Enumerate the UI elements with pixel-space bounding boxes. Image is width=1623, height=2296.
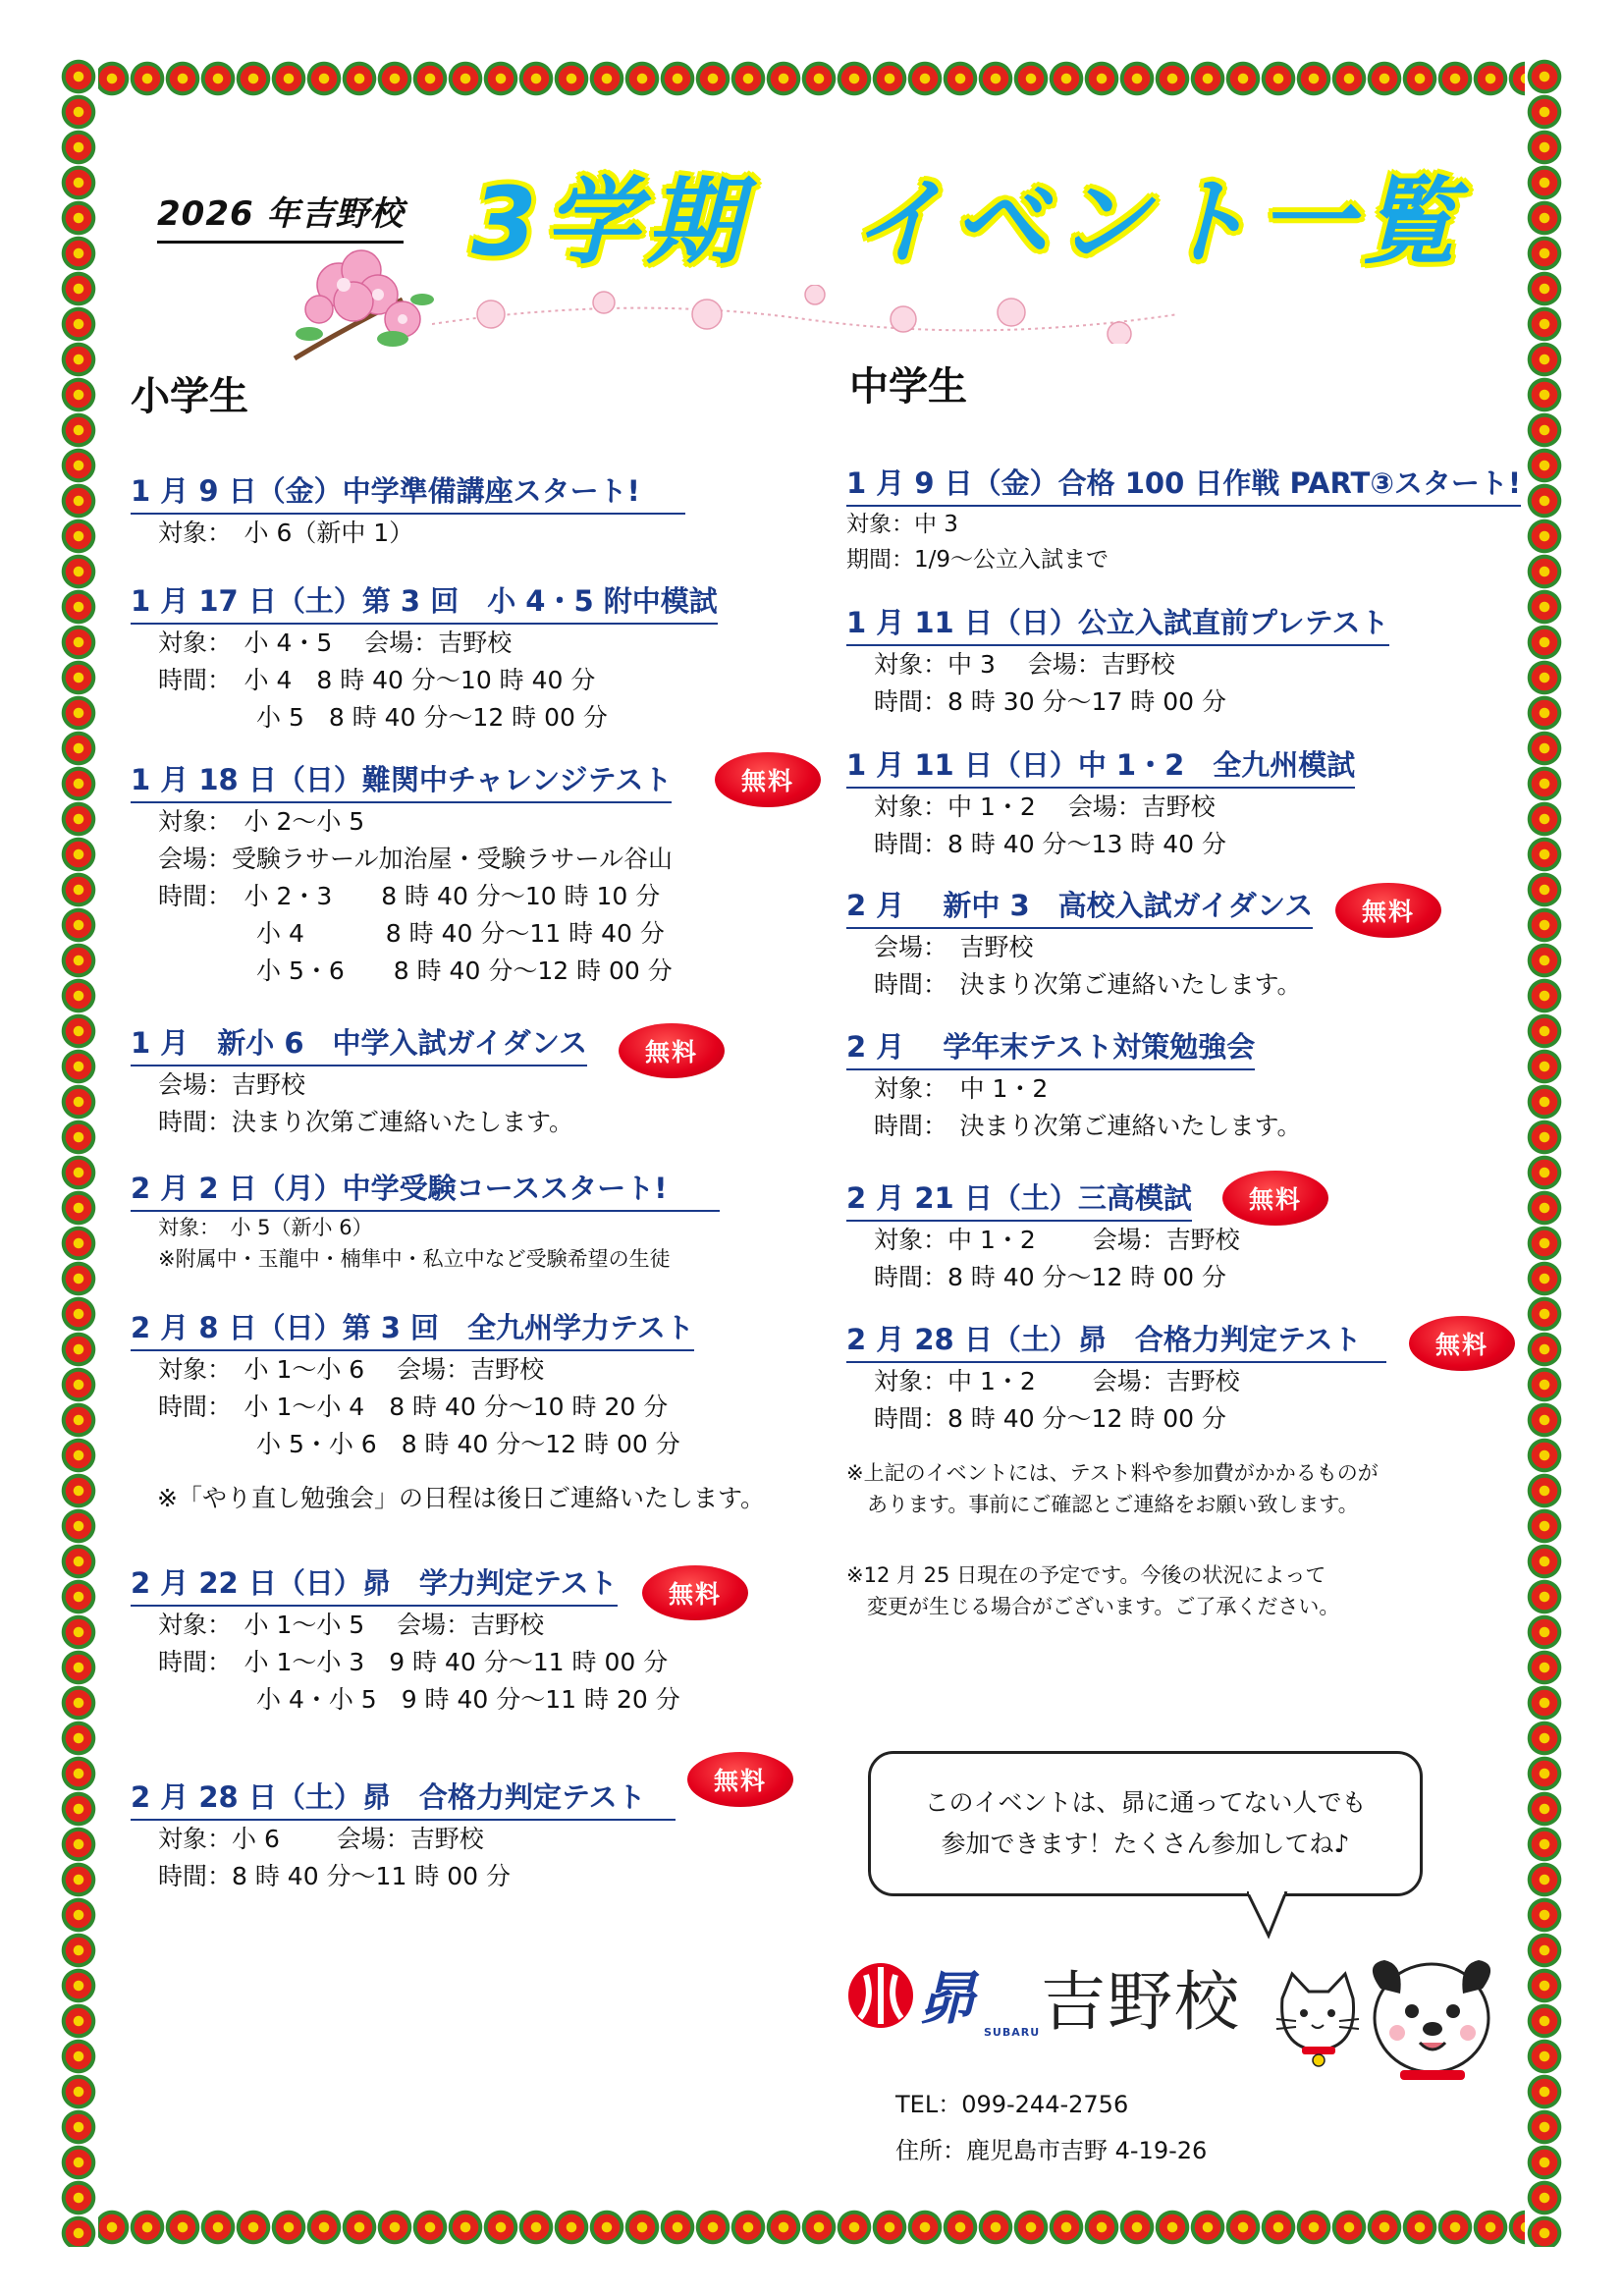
event-jhs-2 [846,601,1389,721]
event-detail: 小 4・小 5 9 時 40 分～11 時 20 分 [158,1685,680,1714]
event-detail: 小 5・6 8 時 40 分～12 時 00 分 [158,957,673,985]
cat-and-dog-mascot-icon [1274,1954,1500,2092]
event-detail: 小 5・小 6 8 時 40 分～12 時 00 分 [158,1430,680,1458]
event-title: 1 月 9 日（金）中学準備講座スタート! [131,469,685,515]
event-detail: 時間： 決まり次第ご連絡いたします。 [874,970,1302,999]
event-jhs-4 [846,884,1313,1004]
jhs-note-schedule: ※12 月 25 日現在の予定です。今後の状況によって 変更が生じる場合がございます。ご了承ください。 [846,1563,1340,1618]
event-detail: 対象： 小 6（新中 1） [158,519,414,547]
logo-school-name: 吉野校 [1041,1964,1241,2040]
contact-address: 住所：鹿児島市吉野 4-19-26 [895,2137,1208,2164]
event-detail: 対象：中 1・2 会場：吉野校 [874,1226,1240,1254]
speech-bubble-tail-icon [1247,1891,1306,1941]
event-title: 2 月 28 日（土）昴 合格力判定テスト [131,1776,676,1821]
event-detail: 時間： 小 1～小 4 8 時 40 分～10 時 20 分 [158,1393,669,1421]
free-badge: 無料 [1222,1171,1328,1226]
event-detail: 時間：8 時 40 分～12 時 00 分 [874,1404,1227,1433]
event-jhs-1 [846,462,1521,577]
event-elementary-8 [131,1776,676,1895]
contact-tel: TEL：099-244-2756 [895,2091,1129,2118]
school-year-label: 2026 年吉野校 [157,187,404,244]
petal-swirl-decoration [432,285,1178,344]
event-jhs-7 [846,1318,1386,1438]
free-badge: 無料 [619,1023,725,1078]
event-detail: 期間：1/9～公立入試まで [846,547,1109,573]
cherry-blossom-branch-icon [285,241,442,368]
event-detail: 時間：8 時 40 分～12 時 00 分 [874,1263,1227,1291]
event-detail: 時間：8 時 40 分～13 時 40 分 [874,830,1227,858]
event-elementary-1 [131,469,685,552]
event-title: 2 月 21 日（土）三高模試 [846,1176,1192,1222]
free-badge: 無料 [1409,1316,1515,1371]
event-title: 2 月 新中 3 高校入試ガイダンス [846,884,1313,929]
free-badge: 無料 [687,1752,793,1807]
event-detail: 時間：8 時 40 分～11 時 00 分 [158,1862,512,1890]
flower-border-left [59,59,98,2247]
event-detail: 対象：中 3 会場：吉野校 [874,650,1175,679]
event-detail: 時間： 小 4 8 時 40 分～10 時 40 分 [158,666,596,694]
event-detail: 対象： 小 5（新小 6） [158,1216,373,1239]
event-title: 1 月 11 日（日）公立入試直前プレテスト [846,601,1389,646]
free-badge: 無料 [1335,883,1441,938]
event-title: 2 月 学年末テスト対策勉強会 [846,1025,1255,1070]
event-title: 1 月 9 日（金）合格 100 日作戦 PART③スタート! [846,462,1521,507]
jhs-note-fees: ※上記のイベントには、テスト料や参加費がかかるものが あります。事前にご確認とご連絡をお願い致します。 [846,1461,1379,1516]
event-jhs-6 [846,1176,1240,1296]
event-detail: 時間：8 時 30 分～17 時 00 分 [874,687,1227,716]
event-detail: 時間： 決まり次第ご連絡いたします。 [874,1112,1302,1140]
event-detail: 会場：受験ラサール加治屋・受験ラサール谷山 [158,845,674,873]
event-detail: 対象： 小 4・5 会場：吉野校 [158,629,513,657]
page-title: 3学期 イベント一覧 [471,167,1464,277]
event-detail: 時間： 小 2・3 8 時 40 分～10 時 10 分 [158,882,661,910]
event-detail: 対象： 小 1～小 6 会場：吉野校 [158,1355,545,1384]
event-title: 1 月 18 日（日）難関中チャレンジテスト [131,758,672,803]
free-badge: 無料 [715,752,821,807]
logo-brand-sub: SUBARU [984,2026,1041,2039]
event-jhs-3 [846,743,1355,863]
event-title: 2 月 2 日（月）中学受験コーススタート! [131,1167,720,1212]
event-detail: 対象： 小 1～小 5 会場：吉野校 [158,1611,545,1639]
speech-bubble [868,1751,1423,1896]
event-title: 2 月 22 日（日）昴 学力判定テスト [131,1561,618,1607]
flower-border-top [59,59,1564,98]
event-title: 2 月 28 日（土）昴 合格力判定テスト [846,1318,1386,1363]
event-detail: ※附属中・玉龍中・楠隼中・私立中など受験希望の生徒 [158,1247,671,1271]
section-heading-elementary: 小学生 [131,374,248,419]
event-jhs-5 [846,1025,1302,1145]
speech-bubble-text: このイベントは、昴に通ってない人でも 参加できます！たくさん参加してね♪ [924,1788,1367,1858]
event-detail: 時間：決まり次第ご連絡いたします。 [158,1108,574,1136]
event-detail: 対象： 中 1・2 [874,1074,1049,1103]
logo-brand: 昴 [918,1965,976,2032]
event-title: 1 月 11 日（日）中 1・2 全九州模試 [846,743,1355,789]
event-detail: 小 5 8 時 40 分～12 時 00 分 [158,703,608,732]
event-elementary-4 [131,1021,587,1141]
elementary-note: ※「やり直し勉強会」の日程は後日ご連絡いたします。 [157,1484,765,1512]
event-elementary-5 [131,1167,720,1275]
subaru-logo-icon [846,1961,915,2030]
event-detail: 会場：吉野校 [158,1070,306,1099]
section-heading-junior-high: 中学生 [849,364,967,410]
event-elementary-2 [131,579,718,737]
event-elementary-3 [131,758,673,990]
event-detail: 対象：中 1・2 会場：吉野校 [874,1367,1240,1395]
flower-border-bottom [59,2208,1564,2247]
event-detail: 時間： 小 1～小 3 9 時 40 分～11 時 00 分 [158,1648,669,1676]
event-detail: 対象：中 3 [846,512,958,537]
event-title: 1 月 新小 6 中学入試ガイダンス [131,1021,587,1066]
event-title: 2 月 8 日（日）第 3 回 全九州学力テスト [131,1306,694,1351]
event-detail: 会場： 吉野校 [874,933,1034,961]
flower-border-right [1525,59,1564,2247]
event-title: 1 月 17 日（土）第 3 回 小 4・5 附中模試 [131,579,718,625]
event-detail: 対象： 小 2～小 5 [158,807,365,836]
event-elementary-7 [131,1561,680,1719]
event-detail: 対象：小 6 会場：吉野校 [158,1825,484,1853]
event-detail: 小 4 8 時 40 分～11 時 40 分 [158,919,665,948]
event-elementary-6 [131,1306,694,1463]
event-detail: 対象：中 1・2 会場：吉野校 [874,793,1216,821]
free-badge: 無料 [642,1565,748,1620]
